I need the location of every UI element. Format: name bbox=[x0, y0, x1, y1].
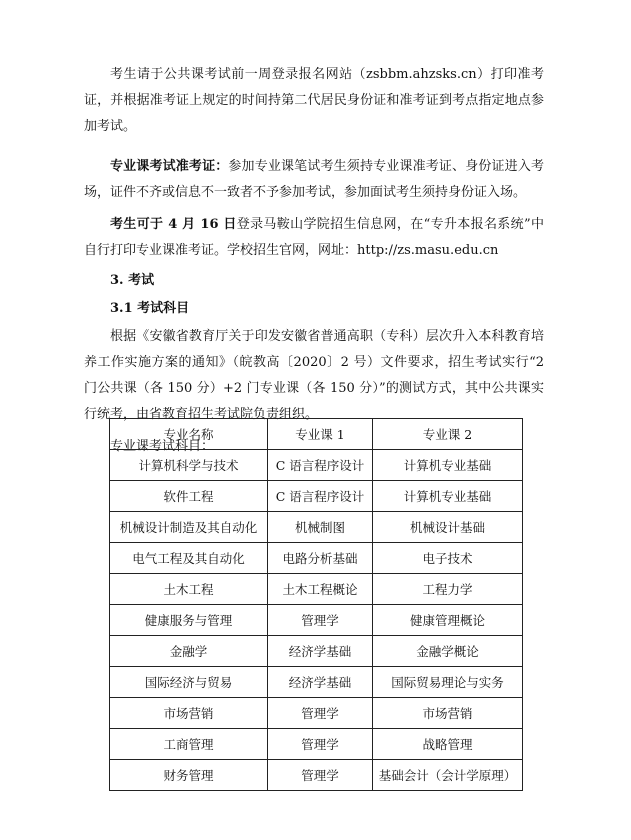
cell-major-name: 健康服务与管理 bbox=[110, 605, 268, 636]
table-row bbox=[110, 574, 523, 605]
exam-subjects-table bbox=[109, 418, 523, 791]
table-caption: 专业课考试科目： bbox=[110, 439, 215, 454]
table-row bbox=[110, 450, 523, 481]
cell-course-2: 基础会计（会计学原理） bbox=[373, 760, 523, 791]
header-course-2: 专业课 2 bbox=[373, 419, 523, 450]
table-row bbox=[110, 729, 523, 760]
cell-major-name: 金融学 bbox=[110, 636, 268, 667]
cell-course-2: 计算机专业基础 bbox=[373, 450, 523, 481]
section-heading-exam: 3. 考试 bbox=[110, 273, 155, 288]
cell-course-1: C 语言程序设计 bbox=[268, 481, 373, 512]
document-body bbox=[84, 62, 544, 460]
paragraph-exam-policy: 根据《安徽省教育厅关于印发安徽省普通高职（专科）层次升入本科教育培养工作实施方案的通知》（皖教高〔2020〕2 号）文件要求，招生考试实行“2 门公共课（各 150 分）+2 门专业课（各 150 分）”的测试方式，其中公共课实行统考，由省教育招生考试院负责组织。 bbox=[84, 329, 544, 422]
table-row bbox=[110, 481, 523, 512]
cell-course-1: 电路分析基础 bbox=[268, 543, 373, 574]
cell-course-1: 土木工程概论 bbox=[268, 574, 373, 605]
paragraph-admission-ticket: 考生请于公共课考试前一周登录报名网站（zsbbm.ahzsks.cn）打印准考证，并根据准考证上规定的时间持第二代居民身份证和准考证到考点指定地点参加考试。 bbox=[84, 67, 544, 134]
cell-major-name: 工商管理 bbox=[110, 729, 268, 760]
cell-course-1: 管理学 bbox=[268, 760, 373, 791]
cell-course-2: 国际贸易理论与实务 bbox=[373, 667, 523, 698]
cell-course-2: 健康管理概论 bbox=[373, 605, 523, 636]
bold-lead-print-date: 考生可于 4 月 16 日 bbox=[110, 217, 237, 232]
paragraph-major-ticket-text: 参加专业课笔试考生须持专业课准考证、身份证进入考场，证件不齐或信息不一致者不予参加考试，参加面试考生须持身份证入场。 bbox=[84, 159, 544, 200]
bold-lead-major-ticket: 专业课考试准考证： bbox=[110, 159, 229, 174]
cell-major-name: 国际经济与贸易 bbox=[110, 667, 268, 698]
cell-course-2: 机械设计基础 bbox=[373, 512, 523, 543]
subsection-heading-exam-subjects: 3.1 考试科目 bbox=[110, 301, 190, 316]
paragraph-print-date-text: 登录马鞍山学院招生信息网，在“专升本报名系统”中自行打印专业课准考证。学校招生官网，网址：http://zs.masu.edu.cn bbox=[84, 217, 544, 258]
cell-major-name: 财务管理 bbox=[110, 760, 268, 791]
table-row bbox=[110, 698, 523, 729]
cell-course-2: 市场营销 bbox=[373, 698, 523, 729]
table-row bbox=[110, 543, 523, 574]
cell-course-1: 机械制图 bbox=[268, 512, 373, 543]
cell-course-1: 经济学基础 bbox=[268, 636, 373, 667]
cell-course-1: 经济学基础 bbox=[268, 667, 373, 698]
cell-course-2: 战略管理 bbox=[373, 729, 523, 760]
cell-course-1: C 语言程序设计 bbox=[268, 450, 373, 481]
cell-major-name: 计算机科学与技术 bbox=[110, 450, 268, 481]
paragraph-major-exam-ticket bbox=[84, 154, 544, 206]
cell-course-1: 管理学 bbox=[268, 698, 373, 729]
cell-major-name: 机械设计制造及其自动化 bbox=[110, 512, 268, 543]
cell-course-2: 工程力学 bbox=[373, 574, 523, 605]
cell-major-name: 电气工程及其自动化 bbox=[110, 543, 268, 574]
table-row bbox=[110, 760, 523, 791]
table-row bbox=[110, 512, 523, 543]
cell-course-2: 电子技术 bbox=[373, 543, 523, 574]
table-row bbox=[110, 636, 523, 667]
table-row bbox=[110, 667, 523, 698]
table-body bbox=[110, 450, 523, 791]
paragraph-print-date bbox=[84, 212, 544, 264]
table-header-row bbox=[110, 419, 523, 450]
cell-major-name: 软件工程 bbox=[110, 481, 268, 512]
cell-course-2: 金融学概论 bbox=[373, 636, 523, 667]
cell-major-name: 土木工程 bbox=[110, 574, 268, 605]
table-row bbox=[110, 605, 523, 636]
cell-course-1: 管理学 bbox=[268, 605, 373, 636]
header-course-1: 专业课 1 bbox=[268, 419, 373, 450]
cell-course-1: 管理学 bbox=[268, 729, 373, 760]
header-major-name: 专业名称 bbox=[110, 419, 268, 450]
cell-major-name: 市场营销 bbox=[110, 698, 268, 729]
cell-course-2: 计算机专业基础 bbox=[373, 481, 523, 512]
